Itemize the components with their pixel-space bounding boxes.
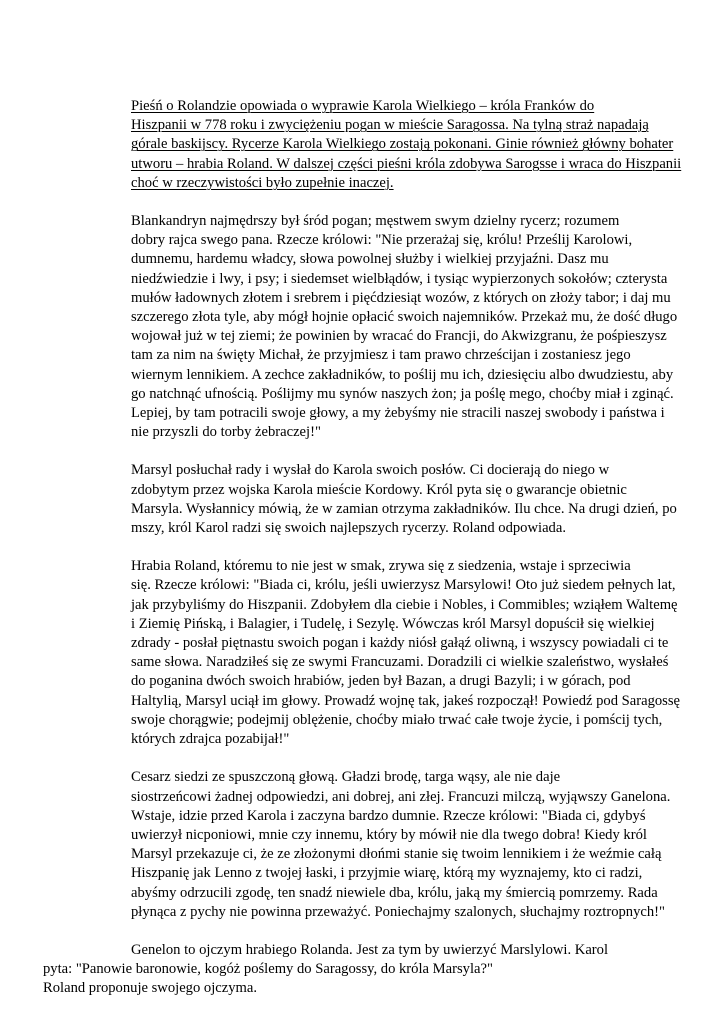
intro-paragraph bbox=[87, 97, 682, 193]
text-line: wiernym lennikiem. A zechce zakładników, to poślij mu ich, dziesięciu albo dwudziestu, aby bbox=[131, 366, 674, 383]
text-line: mułów ładownych złotem i srebrem i pięćdziesiąt wozów, z których on złoży tabor; i daj mu bbox=[131, 289, 671, 306]
text-line: Marsyl przekazuje ci, że ze złożonymi dłońmi stanie się twoim lennikiem i że weźmie całą bbox=[131, 846, 662, 863]
text-line: abyśmy odrzucili zgodę, ten snadź niewiele dba, królu, jaką my śmiercią pomrzemy. Rada bbox=[131, 884, 658, 901]
paragraph-blankandryn bbox=[87, 212, 678, 442]
text-line: jak przybyliśmy do Hiszpanii. Zdobyłem dla ciebie i Nobles, i Commibles; wziąłem Waltemę bbox=[131, 596, 678, 613]
text-line: tam za nim na święty Michał, że przyjmiesz i tam prawo chrześcijan i zostaniesz jego bbox=[131, 347, 631, 364]
text-line: dobry rajca swego pana. Rzecze królowi: "Nie przerażaj się, królu! Prześlij Karolowi, bbox=[131, 232, 633, 249]
text-line: płynąca z pychy nie powinna przeważyć. Poniechajmy szalonych, słuchajmy roztropnych!" bbox=[131, 903, 665, 920]
text-line: siostrzeńcowi żadnej odpowiedzi, ani dobrej, ani złej. Francuzi milczą, wyjąwszy Ganelona. bbox=[131, 788, 671, 805]
text-line: górale baskijscy. Rycerze Karola Wielkiego zostają pokonani. Ginie również główny bohater bbox=[131, 136, 674, 153]
text-line: Hrabia Roland, któremu to nie jest w smak, zrywa się z siedzenia, wstaje i sprzeciwia bbox=[131, 558, 631, 575]
text-line: Hiszpanię jak Lenno z twojej łaski, i przyjmie wiarę, którą my wyznajemy, kto ci radzi, bbox=[131, 865, 643, 882]
text-line: Marsyl posłuchał rady i wysłał do Karola swoich posłów. Ci docierają do niego w bbox=[131, 462, 610, 479]
text-line: Hiszpanii w 778 roku i zwyciężeniu pogan w mieście Saragossa. Na tylną straż napadają bbox=[131, 117, 649, 134]
text-line: Lepiej, by tam potracili swoje głowy, a my żebyśmy nie stracili naszej swobody i państwa i bbox=[131, 405, 665, 422]
text-line: Blankandryn najmędrszy był śród pogan; męstwem swym dzielny rycerz; rozumem bbox=[131, 213, 620, 230]
text-line: zdobytym przez wojska Karola mieście Kordowy. Król pyta się o gwarancje obietnic bbox=[131, 481, 627, 498]
text-line: utworu – hrabia Roland. W dalszej części pieśni króla zdobywa Sarogsse i wraca do Hiszpanii bbox=[131, 155, 682, 172]
text-line: pyta: "Panowie baronowie, kogóż poślemy do Saragossy, do króla Marsyla?" bbox=[43, 961, 493, 978]
text-line: Marsyla. Wysłannicy mówią, że w zamian otrzyma zakładników. Ilu chce. Na drugi dzień, po bbox=[131, 500, 677, 517]
paragraph-marsyl bbox=[87, 461, 677, 538]
text-line: Wstaje, idzie przed Karola i zaczyna bardzo dumnie. Rzecze królowi: "Biada ci, gdybyś bbox=[131, 807, 646, 824]
text-line: wojował już w tej ziemi; że powinien by wracać do Francji, do Akwizgranu, że pośpieszysz bbox=[131, 328, 667, 345]
paragraph-roland bbox=[87, 557, 681, 749]
text-line: Cesarz siedzi ze spuszczoną głową. Gładzi brodę, targa wąsy, ale nie daje bbox=[131, 769, 561, 786]
text-line: Roland proponuje swojego ojczyma. bbox=[43, 980, 257, 997]
text-line: mszy, król Karol radzi się swoich najlepszych rycerzy. Roland odpowiada. bbox=[131, 520, 566, 537]
text-line: się. Rzecze królowi: "Biada ci, królu, jeśli uwierzysz Marsylowi! Oto już siedem pełnych lat, bbox=[131, 577, 676, 594]
text-line: choć w rzeczywistości było zupełnie inaczej. bbox=[131, 174, 394, 191]
paragraph-genelon bbox=[43, 941, 641, 999]
text-line: Pieśń o Rolandzie opowiada o wyprawie Karola Wielkiego – króla Franków do bbox=[131, 98, 595, 114]
text-line: niedźwiedzie i lwy, i psy; i siedemset wielbłądów, i tysiąc wypierzonych sokołów; czterysta bbox=[131, 270, 668, 287]
text-line: go natchnąć ufnością. Poślijmy mu synów naszych żon; ja poślę mego, choćby miał i zginąć. bbox=[131, 385, 674, 402]
text-line: Genelon to ojczym hrabiego Rolanda. Jest za tym by uwierzyć Marslylowi. Karol bbox=[131, 941, 609, 958]
paragraph-cesarz bbox=[87, 768, 671, 922]
text-line: Haltylią, Marsyl uciął im głowy. Prowadź wojnę tak, jakeś rozpoczął! Powiedź pod Saragossę bbox=[131, 692, 681, 709]
text-line: szczerego złota tyle, aby mógł hojnie opłacić swoich najemników. Przekaż mu, że dość długo bbox=[131, 309, 678, 326]
text-line: i Ziemię Pińską, i Balagier, i Tudelę, i Sezylę. Wówczas król Marsyl dopuścił się wielkiej bbox=[131, 615, 655, 632]
text-line: uwierzył nicponiowi, mnie czy innemu, który by mówił nie dla twego dobra! Kiedy król bbox=[131, 826, 647, 843]
document-page bbox=[43, 97, 682, 999]
text-line: do poganina dwóch swoich hrabiów, jeden był Bazan, a drugi Bazyli; i w górach, pod bbox=[131, 673, 631, 690]
text-line: nie przyszli do torby żebraczej!" bbox=[131, 424, 321, 441]
text-line: dumnemu, hardemu władcy, słowa powolnej służby i wielkiej przyjaźni. Dasz mu bbox=[131, 251, 609, 268]
text-line: swoje chorągwie; podejmij oblężenie, choćby miało trwać całe twoje życie, i pomścij tych, bbox=[131, 711, 663, 728]
text-line: zdrady - posłał piętnastu swoich pogan i każdy niósł gałąź oliwną, i wszyscy powiadali ci te bbox=[131, 635, 669, 652]
text-line: których zdrajca pozabijał!" bbox=[131, 731, 290, 748]
text-line: same słowa. Naradziłeś się ze swymi Francuzami. Doradzili ci wielkie szaleństwo, wysłałeś bbox=[131, 654, 669, 671]
